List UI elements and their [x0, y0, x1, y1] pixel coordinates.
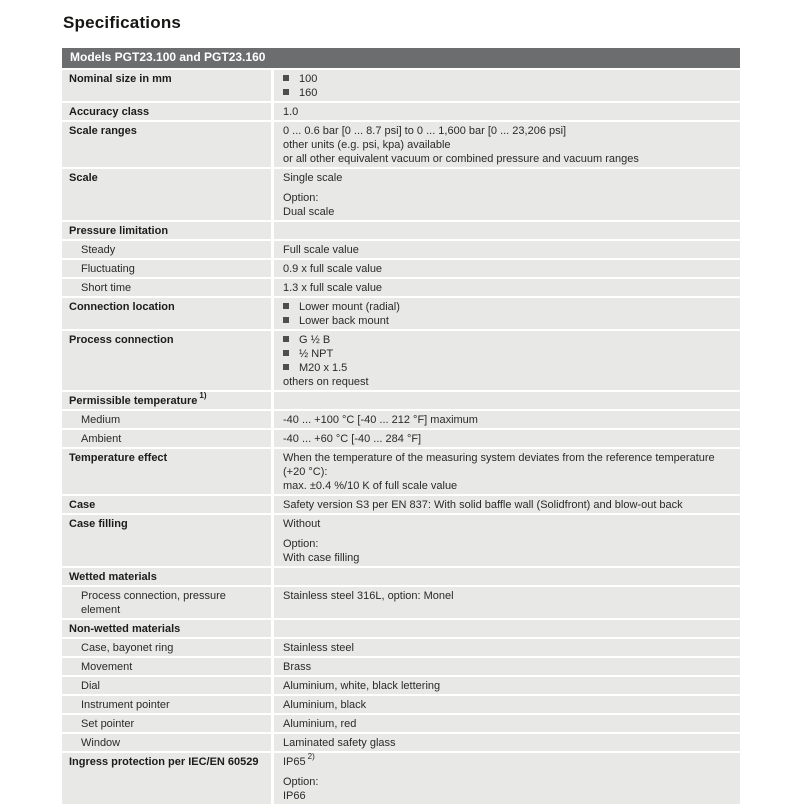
value-line [283, 124, 734, 138]
spec-row [62, 449, 740, 494]
row-label [62, 696, 271, 713]
row-value [274, 241, 740, 258]
row-label-text: Dial [81, 680, 100, 692]
value-text: When the temperature of the measuring system deviates from the reference temperature (+20 °C): [283, 452, 715, 478]
value-text: 100 [299, 73, 318, 85]
value-text: With case filling [283, 552, 360, 564]
value-line [283, 105, 734, 119]
value-line [283, 361, 734, 375]
value-text: max. ±0.4 %/10 K of full scale value [283, 480, 458, 492]
row-value [274, 122, 740, 167]
value-line [283, 138, 734, 152]
spec-row [62, 696, 740, 713]
row-value [274, 411, 740, 428]
row-value [274, 392, 740, 409]
row-value [274, 515, 740, 566]
value-line [283, 641, 734, 655]
value-line [283, 752, 734, 769]
value-text: Aluminium, black [283, 699, 367, 711]
row-label [62, 222, 271, 239]
value-line [283, 333, 734, 347]
row-label [62, 587, 271, 618]
value-text: Stainless steel [283, 642, 354, 654]
value-text: Lower back mount [299, 315, 389, 327]
footnote-marker: 2) [307, 752, 315, 762]
value-text: G ½ B [299, 334, 331, 346]
value-line [283, 191, 734, 205]
spec-row [62, 715, 740, 732]
row-label-text: Scale [69, 172, 98, 184]
value-text: Option: [283, 538, 319, 550]
value-text: -40 ... +100 °C [-40 ... 212 °F] maximum [283, 414, 478, 426]
row-label-text: Fluctuating [81, 263, 135, 275]
row-value [274, 449, 740, 494]
spec-row [62, 496, 740, 513]
spec-row [62, 587, 740, 618]
row-label-text: Ingress protection per IEC/EN 60529 [69, 756, 259, 768]
value-text: Option: [283, 192, 319, 204]
bullet-square-icon [283, 75, 289, 81]
value-text: Safety version S3 per EN 837: With solid baffle wall (Solidfront) and blow-out back [283, 499, 683, 511]
spec-row [62, 298, 740, 329]
spec-row [62, 103, 740, 120]
bullet-square-icon [283, 303, 289, 309]
bullet-square-icon [283, 89, 289, 95]
value-line [283, 679, 734, 693]
value-text: Aluminium, red [283, 718, 357, 730]
value-line [283, 72, 734, 86]
row-label-text: Movement [81, 661, 133, 673]
value-line [283, 589, 734, 603]
row-label [62, 677, 271, 694]
row-value [274, 568, 740, 585]
value-line [283, 375, 734, 389]
spec-row [62, 515, 740, 566]
spec-row [62, 734, 740, 751]
row-label [62, 70, 271, 101]
value-text: Stainless steel 316L, option: Monel [283, 590, 454, 602]
row-label-text: Permissible temperature [69, 395, 198, 407]
value-line [283, 537, 734, 551]
page-title: Specifications [63, 13, 182, 32]
row-label [62, 331, 271, 390]
footnote-marker: 1) [199, 391, 207, 401]
spec-row [62, 753, 740, 804]
row-label-text: Non-wetted materials [69, 623, 181, 635]
row-label-text: Case [69, 499, 96, 511]
row-value [274, 70, 740, 101]
row-label-text: Medium [81, 414, 121, 426]
row-label [62, 658, 271, 675]
row-label [62, 122, 271, 167]
value-line [283, 281, 734, 295]
row-label-text: Window [81, 737, 121, 749]
row-label [62, 279, 271, 296]
value-text: Without [283, 518, 321, 530]
spec-row [62, 677, 740, 694]
row-label [62, 103, 271, 120]
row-label-text: Case filling [69, 518, 128, 530]
row-label [62, 753, 271, 804]
value-line [283, 736, 734, 750]
row-value [274, 658, 740, 675]
row-label-text: Process connection [69, 334, 174, 346]
value-line [283, 262, 734, 276]
spec-row [62, 430, 740, 447]
value-line [283, 314, 734, 328]
value-line [283, 432, 734, 446]
row-value [274, 260, 740, 277]
row-label-text: Short time [81, 282, 132, 294]
row-label-text: Connection location [69, 301, 175, 313]
value-text: others on request [283, 376, 369, 388]
row-label [62, 515, 271, 566]
specifications-table [62, 48, 740, 804]
value-text: M20 x 1.5 [299, 362, 348, 374]
row-value [274, 715, 740, 732]
row-label-text: Set pointer [81, 718, 135, 730]
value-line [283, 171, 734, 185]
row-value [274, 169, 740, 220]
value-line [283, 717, 734, 731]
value-line [283, 517, 734, 531]
spec-row [62, 169, 740, 220]
bullet-square-icon [283, 364, 289, 370]
value-line [283, 152, 734, 166]
row-label-text: Scale ranges [69, 125, 137, 137]
row-value [274, 677, 740, 694]
row-value [274, 279, 740, 296]
value-text: 0.9 x full scale value [283, 263, 383, 275]
value-text: Single scale [283, 172, 343, 184]
row-value [274, 639, 740, 656]
spec-row [62, 620, 740, 637]
row-value [274, 430, 740, 447]
row-value [274, 696, 740, 713]
value-line [283, 551, 734, 565]
value-text: 1.0 [283, 106, 299, 118]
spec-row [62, 331, 740, 390]
table-rows [62, 70, 740, 804]
value-line [283, 498, 734, 512]
bullet-square-icon [283, 336, 289, 342]
row-label [62, 734, 271, 751]
value-line [283, 347, 734, 361]
row-label [62, 169, 271, 220]
row-label-text: Steady [81, 244, 116, 256]
value-text: -40 ... +60 °C [-40 ... 284 °F] [283, 433, 422, 445]
value-text: Laminated safety glass [283, 737, 396, 749]
spec-row [62, 392, 740, 409]
value-text: Aluminium, white, black lettering [283, 680, 441, 692]
row-value [274, 222, 740, 239]
row-value [274, 620, 740, 637]
value-line [283, 205, 734, 219]
value-text: 160 [299, 87, 318, 99]
value-line [283, 789, 734, 803]
row-label-text: Instrument pointer [81, 699, 170, 711]
value-text: Option: [283, 776, 319, 788]
value-text: IP66 [283, 790, 306, 802]
value-text: Lower mount (radial) [299, 301, 400, 313]
row-label-text: Wetted materials [69, 571, 157, 583]
row-label [62, 241, 271, 258]
row-label-text: Case, bayonet ring [81, 642, 174, 654]
row-label-text: Process connection, pressure element [81, 590, 226, 616]
value-text: 1.3 x full scale value [283, 282, 383, 294]
row-label [62, 715, 271, 732]
row-label [62, 620, 271, 637]
value-line [283, 660, 734, 674]
row-value [274, 331, 740, 390]
spec-row [62, 639, 740, 656]
value-line [283, 451, 734, 479]
value-text: Brass [283, 661, 312, 673]
value-line [283, 698, 734, 712]
value-line [283, 86, 734, 100]
row-label-text: Pressure limitation [69, 225, 169, 237]
spec-row [62, 411, 740, 428]
row-value [274, 734, 740, 751]
row-value [274, 587, 740, 618]
value-line [283, 300, 734, 314]
value-line [283, 479, 734, 493]
spec-row [62, 122, 740, 167]
spec-row [62, 260, 740, 277]
spec-row [62, 241, 740, 258]
row-label-text: Temperature effect [69, 452, 168, 464]
spec-row [62, 279, 740, 296]
row-label-text: Ambient [81, 433, 122, 445]
row-label [62, 568, 271, 585]
row-label-text: Nominal size in mm [69, 73, 172, 85]
row-value [274, 103, 740, 120]
row-value [274, 496, 740, 513]
row-label [62, 392, 271, 409]
spec-row [62, 222, 740, 239]
value-text: Full scale value [283, 244, 359, 256]
row-value [274, 753, 740, 804]
row-label [62, 298, 271, 329]
spec-row [62, 70, 740, 101]
value-text: other units (e.g. psi, kpa) available [283, 139, 451, 151]
row-label [62, 260, 271, 277]
value-text: 0 ... 0.6 bar [0 ... 8.7 psi] to 0 ... 1,600 bar [0 ... 23,206 psi] [283, 125, 567, 137]
value-text: IP65 [283, 756, 306, 768]
value-line [283, 243, 734, 257]
value-text: or all other equivalent vacuum or combined pressure and vacuum ranges [283, 153, 639, 165]
value-line [283, 413, 734, 427]
value-line [283, 775, 734, 789]
value-text: ½ NPT [299, 348, 334, 360]
row-label [62, 449, 271, 494]
row-value [274, 298, 740, 329]
row-label [62, 411, 271, 428]
spec-row [62, 658, 740, 675]
value-text: Dual scale [283, 206, 335, 218]
spec-row [62, 568, 740, 585]
row-label [62, 496, 271, 513]
bullet-square-icon [283, 350, 289, 356]
row-label-text: Accuracy class [69, 106, 150, 118]
bullet-square-icon [283, 317, 289, 323]
row-label [62, 639, 271, 656]
table-header-models: Models PGT23.100 and PGT23.160 [62, 48, 740, 68]
row-label [62, 430, 271, 447]
